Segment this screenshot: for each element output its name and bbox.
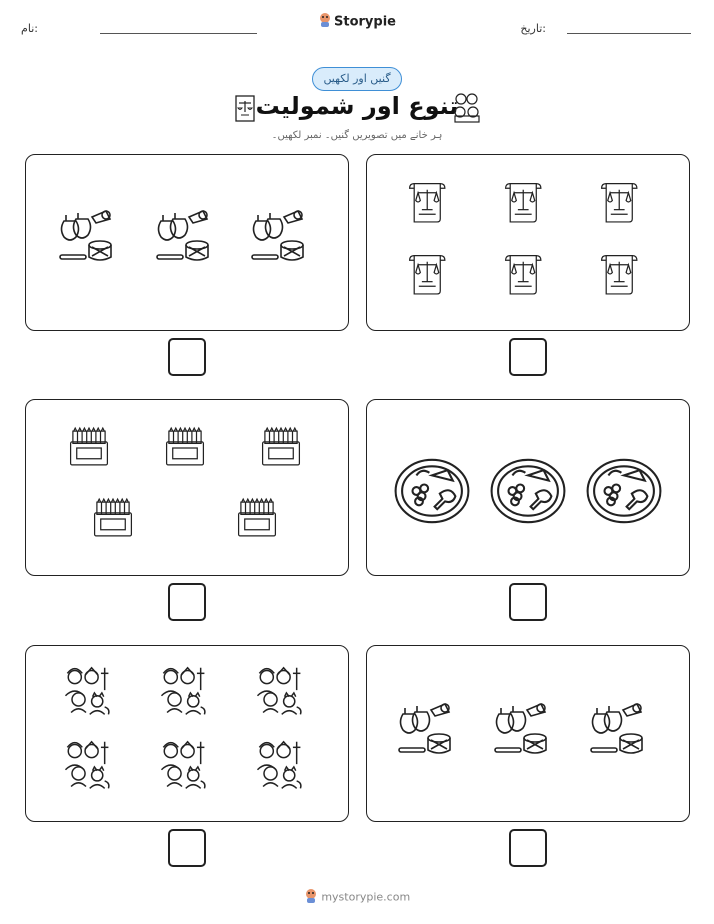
brand-name: Storypie xyxy=(334,14,396,30)
scales-document-icon xyxy=(597,179,643,225)
scales-document-icon xyxy=(501,251,547,297)
answer-box[interactable] xyxy=(168,829,206,867)
name-label: نام: xyxy=(21,22,38,35)
storypie-logo-icon xyxy=(318,12,332,32)
music-instruments-icon xyxy=(248,205,308,265)
food-plate-icon xyxy=(585,452,663,530)
crayon-box-icon xyxy=(162,425,208,471)
storypie-logo-icon xyxy=(304,888,318,907)
diverse-people-group-icon xyxy=(154,738,210,794)
date-line[interactable] xyxy=(567,33,691,34)
music-instruments-icon xyxy=(153,205,213,265)
music-instruments-icon xyxy=(56,205,116,265)
diverse-people-group-icon xyxy=(58,738,114,794)
music-instruments-icon xyxy=(587,698,647,758)
instructions: ہر خانے میں تصویریں گنیں۔ نمبر لکھیں۔ xyxy=(271,130,443,141)
answer-box[interactable] xyxy=(168,338,206,376)
brand xyxy=(0,12,714,32)
counting-panel xyxy=(366,399,690,576)
counting-panel xyxy=(25,154,349,331)
music-instruments-icon xyxy=(491,698,551,758)
page-title: تنوع اور شمولیت xyxy=(255,92,459,120)
diverse-people-group-icon xyxy=(250,738,306,794)
footer-url: mystorypie.com xyxy=(321,890,411,904)
scales-document-icon xyxy=(405,251,451,297)
diverse-people-group-icon xyxy=(451,90,483,128)
footer xyxy=(0,888,714,907)
diverse-people-group-icon xyxy=(154,664,210,720)
name-line[interactable] xyxy=(100,33,257,34)
answer-box[interactable] xyxy=(509,583,547,621)
counting-panel xyxy=(366,154,690,331)
answer-box[interactable] xyxy=(168,583,206,621)
date-label: تاریخ: xyxy=(520,22,546,35)
crayon-box-icon xyxy=(90,496,136,542)
food-plate-icon xyxy=(489,452,567,530)
instruction-tag: گنیں اور لکھیں xyxy=(312,67,402,91)
crayon-box-icon xyxy=(234,496,280,542)
diverse-people-group-icon xyxy=(250,664,306,720)
answer-box[interactable] xyxy=(509,338,547,376)
counting-panel xyxy=(25,645,349,822)
answer-box[interactable] xyxy=(509,829,547,867)
diverse-people-group-icon xyxy=(58,664,114,720)
music-instruments-icon xyxy=(395,698,455,758)
food-plate-icon xyxy=(393,452,471,530)
counting-panel xyxy=(366,645,690,822)
scales-document-icon xyxy=(405,179,451,225)
scales-document-icon xyxy=(597,251,643,297)
crayon-box-icon xyxy=(258,425,304,471)
crayon-box-icon xyxy=(66,425,112,471)
counting-panel xyxy=(25,399,349,576)
scales-document-icon xyxy=(501,179,547,225)
